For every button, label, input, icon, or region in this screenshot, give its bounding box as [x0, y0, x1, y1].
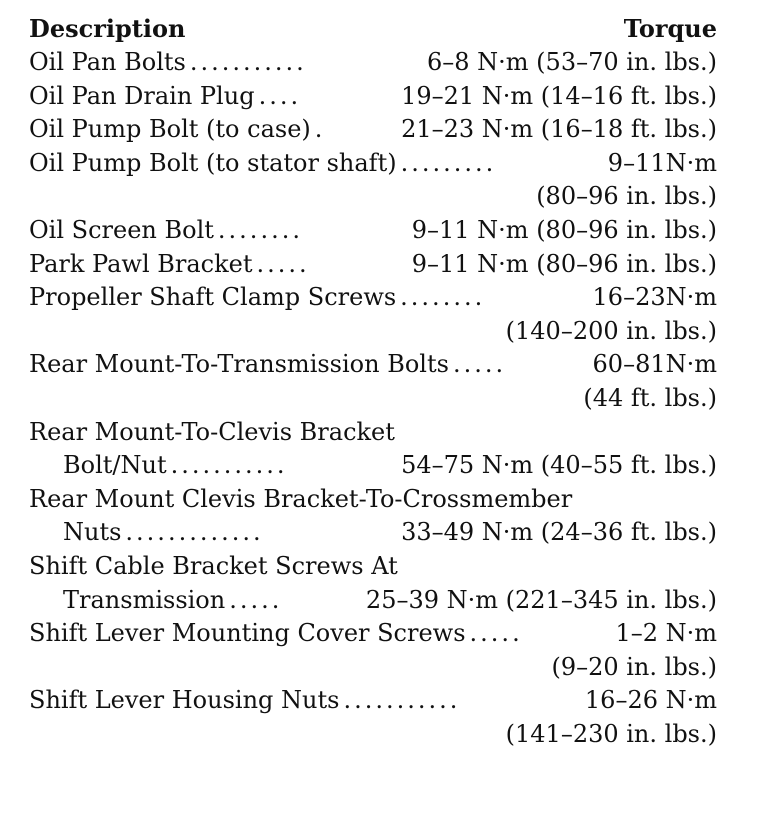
- leader-dots: ........: [400, 283, 486, 312]
- leader-dots: ........: [217, 215, 303, 244]
- description-text: Propeller Shaft Clamp Screws: [29, 283, 397, 312]
- torque-value: 60–81N·m: [592, 350, 717, 379]
- torque-value: 9–11N·m: [607, 148, 717, 177]
- torque-value-continued: (44 ft. lbs.): [583, 383, 717, 412]
- header-torque: Torque: [623, 14, 717, 43]
- torque-value: 1–2 N·m: [615, 619, 717, 648]
- torque-value-continued: (140–200 in. lbs.): [505, 316, 717, 345]
- description-text: Oil Pan Bolts: [29, 48, 186, 76]
- torque-value: 16–23N·m: [592, 283, 717, 312]
- description-text: Rear Mount-To-Transmission Bolts: [29, 350, 449, 379]
- table-row: [29, 720, 717, 754]
- torque-value: 9–11 N·m (80–96 in. lbs.): [411, 215, 717, 244]
- table-row: [29, 82, 717, 116]
- table-row: [29, 653, 717, 687]
- description-text: Rear Mount-To-Clevis Bracket: [29, 417, 395, 446]
- table-row: [29, 485, 717, 519]
- table-rows: [29, 48, 717, 753]
- leader-dots: ....: [258, 81, 302, 110]
- table-row: [29, 586, 717, 620]
- description-text: Nuts: [63, 518, 122, 547]
- table-row: [29, 149, 717, 183]
- leader-dots: .....: [469, 619, 523, 648]
- torque-spec-table: [29, 14, 717, 753]
- leader-dots: .....: [452, 350, 507, 379]
- torque-value: 19–21 N·m (14–16 ft. lbs.): [401, 81, 717, 110]
- leader-dots: ...........: [170, 451, 288, 480]
- table-row: [29, 518, 717, 552]
- description-text: Shift Lever Housing Nuts: [29, 686, 340, 715]
- description-text: Shift Cable Bracket Screws At: [29, 551, 398, 580]
- table-row: [29, 317, 717, 351]
- description-text: Shift Lever Mounting Cover Screws: [29, 619, 466, 648]
- table-row: [29, 216, 717, 250]
- description-text: Park Pawl Bracket: [29, 249, 253, 278]
- table-row: [29, 451, 717, 485]
- table-header: [29, 14, 717, 48]
- description-text: Oil Screen Bolt: [29, 215, 214, 244]
- leader-dots: .....: [256, 249, 310, 278]
- description-text: Rear Mount Clevis Bracket-To-Crossmember: [29, 484, 573, 513]
- table-row: [29, 48, 717, 82]
- torque-value: 25–39 N·m (221–345 in. lbs.): [365, 585, 717, 614]
- table-row: [29, 350, 717, 384]
- table-row: [29, 619, 717, 653]
- table-row: [29, 686, 717, 720]
- table-row: [29, 384, 717, 418]
- torque-value: 9–11 N·m (80–96 in. lbs.): [411, 249, 717, 278]
- leader-dots: ...........: [343, 686, 461, 715]
- torque-value: 33–49 N·m (24–36 ft. lbs.): [401, 518, 717, 547]
- header-description: Description: [29, 14, 186, 43]
- torque-value-continued: (141–230 in. lbs.): [505, 719, 717, 748]
- description-text: Oil Pump Bolt (to case): [29, 115, 311, 144]
- table-row: [29, 250, 717, 284]
- description-text: Transmission: [63, 585, 226, 614]
- torque-value: 21–23 N·m (16–18 ft. lbs.): [401, 115, 717, 144]
- leader-dots: .............: [125, 518, 264, 547]
- table-row: [29, 283, 717, 317]
- torque-value: 16–26 N·m: [584, 686, 717, 715]
- torque-value-continued: (80–96 in. lbs.): [536, 182, 717, 211]
- leader-dots: .: [314, 115, 326, 144]
- table-row: [29, 418, 717, 452]
- torque-value: 6–8 N·m (53–70 in. lbs.): [427, 48, 717, 76]
- description-text: Bolt/Nut: [63, 451, 167, 480]
- table-row: [29, 115, 717, 149]
- torque-value: 54–75 N·m (40–55 ft. lbs.): [401, 451, 717, 480]
- leader-dots: ...........: [189, 48, 307, 76]
- table-row: [29, 182, 717, 216]
- description-text: Oil Pan Drain Plug: [29, 81, 255, 110]
- description-text: Oil Pump Bolt (to stator shaft): [29, 148, 397, 177]
- leader-dots: .....: [229, 585, 283, 614]
- leader-dots: .........: [400, 148, 497, 177]
- table-row: [29, 552, 717, 586]
- torque-value-continued: (9–20 in. lbs.): [551, 652, 717, 681]
